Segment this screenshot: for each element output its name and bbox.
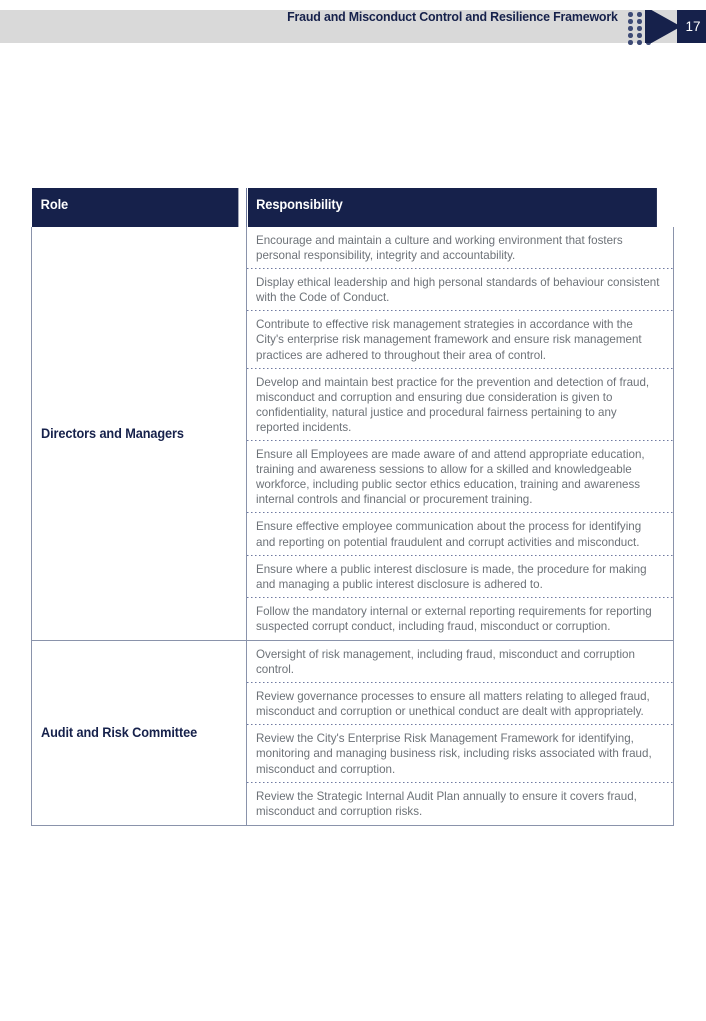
role-label: Directors and Managers [41,425,184,441]
responsibility-item: Contribute to effective risk management strategies in accordance with the City's enterprise risk management framework and ensure risk management practices are adhered to throughout their area of control. [247,311,673,368]
decorative-dot [637,19,642,24]
decorative-dot [628,26,633,31]
table-row [32,640,674,825]
responsibility-item: Review governance processes to ensure all matters relating to alleged fraud, misconduct and corruption or unethical conduct are dealt with appropriately. [247,683,673,725]
table-body [32,227,674,825]
responsibility-item: Develop and maintain best practice for the prevention and detection of fraud, misconduct and corruption and ensuring due consideration is given to confidentiality, natural justice and procedural fairness pertaining to any reported incidents. [247,369,673,441]
decorative-dot [628,12,633,17]
document-title: Fraud and Misconduct Control and Resilience Framework [287,9,618,24]
page-number: 17 [685,19,701,34]
responsibility-item: Ensure where a public interest disclosure is made, the procedure for making and managing a public interest disclosure is adhered to. [247,556,673,598]
decorative-dot [637,26,642,31]
responsibility-item: Review the City's Enterprise Risk Management Framework for identifying, monitoring and managing business risk, including risks associated with fraud, misconduct and corruption. [247,725,673,782]
role-cell [32,227,247,640]
responsibility-list [247,641,673,825]
table-row [32,227,674,640]
responsibilities-table-wrapper [31,188,673,826]
column-header-responsibility: Responsibility [247,188,657,227]
decorative-dot [637,33,642,38]
role-label: Audit and Risk Committee [41,725,198,741]
table-header [32,188,674,227]
decorative-dot [637,12,642,17]
responsibility-item: Follow the mandatory internal or external reporting requirements for reporting suspected corrupt conduct, including fraud, misconduct or corruption. [256,604,652,633]
responsibility-cell [247,640,674,825]
decorative-dot [628,40,633,45]
column-header-role: Role [32,188,238,227]
responsibility-item: Review the Strategic Internal Audit Plan annually to ensure it covers fraud, misconduct and corruption risks. [256,789,637,818]
role-cell [32,640,247,825]
decorative-dot [637,40,642,45]
table-header-row [32,188,674,227]
responsibility-item: Oversight of risk management, including fraud, misconduct and corruption control. [247,641,673,683]
responsibilities-table [31,188,674,826]
responsibility-item: Ensure effective employee communication about the process for identifying and reporting on potential fraudulent and corrupt activities and misconduct. [247,513,673,555]
responsibility-item: Ensure all Employees are made aware of and attend appropriate education, training and awareness sessions to allow for a skilled and knowledgeable workforce, including public sector ethics education, training and awareness internal controls and financial or procurement training. [247,441,673,513]
responsibility-cell [247,227,674,640]
decorative-dot [628,19,633,24]
responsibility-list [247,227,673,640]
responsibility-item: Display ethical leadership and high personal standards of behaviour consistent with the Code of Conduct. [247,269,673,311]
decorative-dot [628,33,633,38]
responsibility-item: Encourage and maintain a culture and working environment that fosters personal responsibility, integrity and accountability. [247,227,673,269]
